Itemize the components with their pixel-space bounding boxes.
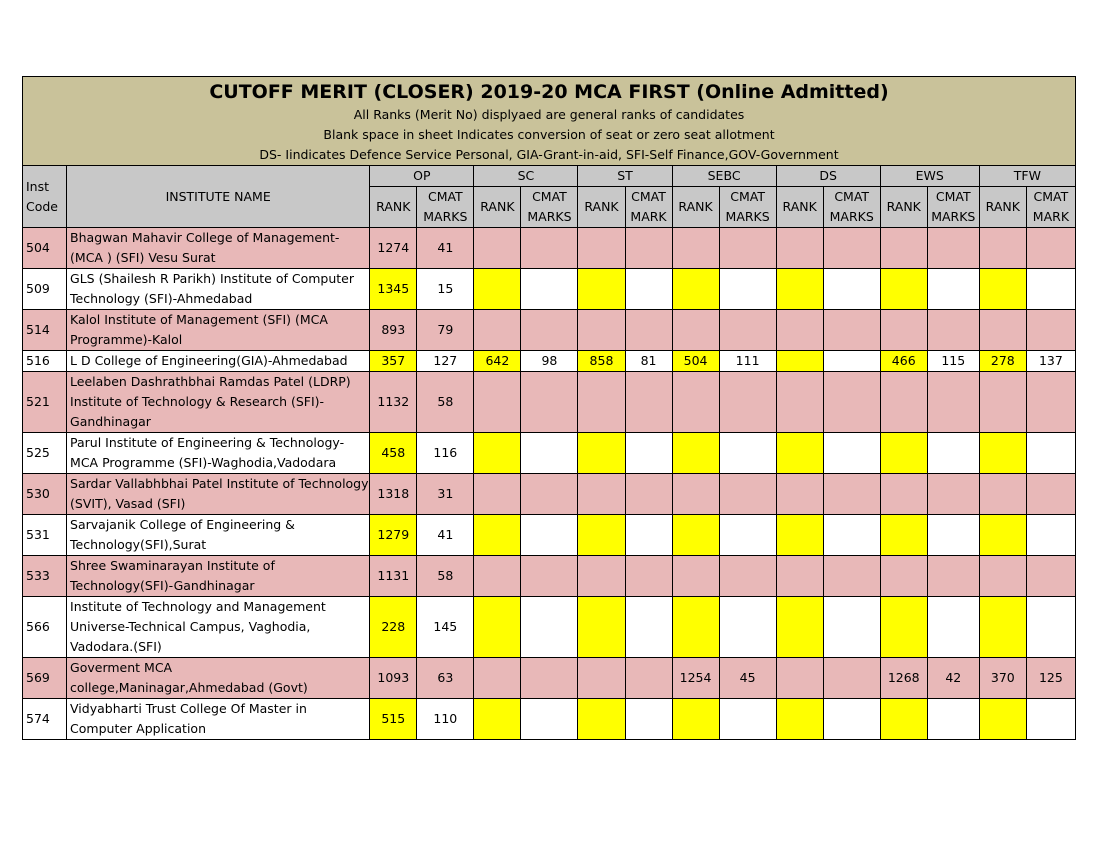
cmat-marks-cell-ds — [823, 433, 880, 474]
rank-cell-sc — [474, 433, 521, 474]
cmat-marks-cell-tfw: 137 — [1026, 351, 1075, 372]
rank-cell-tfw: 278 — [979, 351, 1026, 372]
rank-cell-sebc: 504 — [672, 351, 719, 372]
cmat-marks-cell-sc — [521, 597, 578, 658]
note-ranks: All Ranks (Merit No) displyaed are general ranks of candidates — [353, 107, 745, 122]
header-group-tfw: TFW — [979, 166, 1075, 187]
rank-cell-tfw: 370 — [979, 658, 1026, 699]
rank-cell-sc — [474, 556, 521, 597]
cmat-marks-cell-st — [625, 433, 672, 474]
rank-cell-sc — [474, 658, 521, 699]
rank-cell-sebc: 1254 — [672, 658, 719, 699]
inst-code-cell: 525 — [23, 433, 67, 474]
rank-cell-sebc — [672, 474, 719, 515]
rank-cell-st — [578, 372, 625, 433]
cmat-marks-cell-st — [625, 658, 672, 699]
cmat-marks-cell-ews — [927, 310, 979, 351]
institute-name-cell: Shree Swaminarayan Institute of Technology(SFI)-Gandhinagar — [67, 556, 370, 597]
cmat-marks-cell-tfw: 125 — [1026, 658, 1075, 699]
inst-code-cell: 574 — [23, 699, 67, 740]
table-row — [23, 556, 1076, 597]
rank-cell-sc — [474, 474, 521, 515]
header-cmat-marks-ews: CMAT MARKS — [927, 187, 979, 228]
inst-code-cell: 569 — [23, 658, 67, 699]
rank-cell-st: 858 — [578, 351, 625, 372]
rank-cell-st — [578, 699, 625, 740]
header-institute-name: INSTITUTE NAME — [67, 166, 370, 228]
rank-cell-tfw — [979, 310, 1026, 351]
institute-name-cell: L D College of Engineering(GIA)-Ahmedabad — [67, 351, 370, 372]
inst-code-cell: 533 — [23, 556, 67, 597]
cmat-marks-cell-ds — [823, 269, 880, 310]
table-row — [23, 597, 1076, 658]
cmat-marks-cell-ds — [823, 228, 880, 269]
rank-cell-sebc — [672, 597, 719, 658]
inst-code-cell: 504 — [23, 228, 67, 269]
rank-cell-sc — [474, 372, 521, 433]
cmat-marks-cell-ds — [823, 658, 880, 699]
header-cmat-marks-sc: CMAT MARKS — [521, 187, 578, 228]
institute-name-cell: GLS (Shailesh R Parikh) Institute of Computer Technology (SFI)-Ahmedabad — [67, 269, 370, 310]
rank-cell-op: 1345 — [370, 269, 417, 310]
header-rank-sebc: RANK — [672, 187, 719, 228]
table-row — [23, 351, 1076, 372]
cmat-marks-cell-sc — [521, 556, 578, 597]
cmat-marks-cell-ews — [927, 515, 979, 556]
rank-cell-sebc — [672, 556, 719, 597]
cmat-marks-cell-tfw — [1026, 474, 1075, 515]
table-row — [23, 269, 1076, 310]
rank-cell-ews — [880, 269, 927, 310]
rank-cell-ews — [880, 699, 927, 740]
header-cmat-marks-op: CMAT MARKS — [417, 187, 474, 228]
cmat-marks-cell-ews — [927, 556, 979, 597]
cmat-marks-cell-tfw — [1026, 597, 1075, 658]
cmat-marks-cell-op: 15 — [417, 269, 474, 310]
cmat-marks-cell-tfw — [1026, 372, 1075, 433]
sheet-title: CUTOFF MERIT (CLOSER) 2019-20 MCA FIRST (Online Admitted) — [209, 81, 889, 103]
table-row — [23, 228, 1076, 269]
institute-name-cell: Kalol Institute of Management (SFI) (MCA Programme)-Kalol — [67, 310, 370, 351]
rank-cell-tfw — [979, 699, 1026, 740]
cmat-marks-cell-sebc — [719, 228, 776, 269]
header-rank-tfw: RANK — [979, 187, 1026, 228]
inst-code-cell: 516 — [23, 351, 67, 372]
inst-code-cell: 509 — [23, 269, 67, 310]
header-rank-sc: RANK — [474, 187, 521, 228]
rank-cell-op: 1279 — [370, 515, 417, 556]
rank-cell-ds — [776, 474, 823, 515]
header-cmat-marks-tfw: CMAT MARK — [1026, 187, 1075, 228]
rank-cell-sebc — [672, 515, 719, 556]
rank-cell-op: 1131 — [370, 556, 417, 597]
header-inst-code: Inst Code — [23, 166, 67, 228]
cmat-marks-cell-sebc: 45 — [719, 658, 776, 699]
rank-cell-ews — [880, 228, 927, 269]
cmat-marks-cell-tfw — [1026, 433, 1075, 474]
inst-code-cell: 531 — [23, 515, 67, 556]
cmat-marks-cell-sc — [521, 515, 578, 556]
rank-cell-tfw — [979, 372, 1026, 433]
rank-cell-ews — [880, 556, 927, 597]
table-row — [23, 515, 1076, 556]
institute-name-cell: Goverment MCA college,Maninagar,Ahmedabad (Govt) — [67, 658, 370, 699]
rank-cell-ds — [776, 433, 823, 474]
cmat-marks-cell-st: 81 — [625, 351, 672, 372]
cmat-marks-cell-ds — [823, 597, 880, 658]
rank-cell-st — [578, 228, 625, 269]
institute-name-cell: Institute of Technology and Management Universe-Technical Campus, Vaghodia, Vadodara.(SFI) — [67, 597, 370, 658]
header-group-st: ST — [578, 166, 672, 187]
rank-cell-sc — [474, 228, 521, 269]
cmat-marks-cell-sebc — [719, 597, 776, 658]
note-abbreviations: DS- Iindicates Defence Service Personal, GIA-Grant-in-aid, SFI-Self Finance,GOV-Government — [259, 147, 839, 162]
rank-cell-tfw — [979, 515, 1026, 556]
inst-code-cell: 530 — [23, 474, 67, 515]
cmat-marks-cell-ews: 115 — [927, 351, 979, 372]
cmat-marks-cell-ews — [927, 372, 979, 433]
rank-cell-st — [578, 658, 625, 699]
rank-cell-st — [578, 269, 625, 310]
cmat-marks-cell-ds — [823, 310, 880, 351]
rank-cell-sc — [474, 597, 521, 658]
cmat-marks-cell-sc — [521, 658, 578, 699]
rank-cell-ews: 466 — [880, 351, 927, 372]
cmat-marks-cell-op: 145 — [417, 597, 474, 658]
cmat-marks-cell-sebc — [719, 269, 776, 310]
rank-cell-op: 1318 — [370, 474, 417, 515]
table-row — [23, 310, 1076, 351]
rank-cell-sebc — [672, 372, 719, 433]
rank-cell-ews — [880, 372, 927, 433]
cmat-marks-cell-st — [625, 699, 672, 740]
rank-cell-tfw — [979, 228, 1026, 269]
rank-cell-st — [578, 433, 625, 474]
table-row — [23, 699, 1076, 740]
inst-code-cell: 521 — [23, 372, 67, 433]
cmat-marks-cell-sc — [521, 310, 578, 351]
header-cmat-marks-ds: CMAT MARKS — [823, 187, 880, 228]
rank-cell-ds — [776, 372, 823, 433]
header-group-op: OP — [370, 166, 474, 187]
rank-cell-ews — [880, 474, 927, 515]
cmat-marks-cell-tfw — [1026, 699, 1075, 740]
rank-cell-st — [578, 556, 625, 597]
rank-cell-op: 228 — [370, 597, 417, 658]
cmat-marks-cell-sc — [521, 433, 578, 474]
header-rank-st: RANK — [578, 187, 625, 228]
rank-cell-ds — [776, 597, 823, 658]
header-group-ds: DS — [776, 166, 880, 187]
header-rank-ds: RANK — [776, 187, 823, 228]
cmat-marks-cell-tfw — [1026, 515, 1075, 556]
rank-cell-sebc — [672, 310, 719, 351]
header-rank-ews: RANK — [880, 187, 927, 228]
cmat-marks-cell-op: 110 — [417, 699, 474, 740]
header-group-sebc: SEBC — [672, 166, 776, 187]
rank-cell-sebc — [672, 699, 719, 740]
cmat-marks-cell-sebc — [719, 310, 776, 351]
rank-cell-st — [578, 310, 625, 351]
cmat-marks-cell-ews — [927, 474, 979, 515]
institute-name-cell: Sarvajanik College of Engineering & Technology(SFI),Surat — [67, 515, 370, 556]
cmat-marks-cell-ds — [823, 699, 880, 740]
cmat-marks-cell-ds — [823, 351, 880, 372]
header-group-ews: EWS — [880, 166, 979, 187]
cmat-marks-cell-sebc — [719, 515, 776, 556]
rank-cell-ds — [776, 699, 823, 740]
table-row — [23, 658, 1076, 699]
rank-cell-ews — [880, 433, 927, 474]
cmat-marks-cell-st — [625, 556, 672, 597]
rank-cell-sebc — [672, 433, 719, 474]
note-blank-space: Blank space in sheet Indicates conversion of seat or zero seat allotment — [323, 127, 775, 142]
cmat-marks-cell-ds — [823, 474, 880, 515]
header-group-sc: SC — [474, 166, 578, 187]
rank-cell-ds — [776, 269, 823, 310]
rank-cell-op: 1274 — [370, 228, 417, 269]
cmat-marks-cell-op: 58 — [417, 556, 474, 597]
rank-cell-ds — [776, 310, 823, 351]
rank-cell-sc — [474, 515, 521, 556]
rank-cell-ds — [776, 228, 823, 269]
institute-name-cell: Leelaben Dashrathbhai Ramdas Patel (LDRP) Institute of Technology & Research (SFI)-Gandhinagar — [67, 372, 370, 433]
cmat-marks-cell-sebc — [719, 699, 776, 740]
cmat-marks-cell-ews — [927, 699, 979, 740]
institute-name-cell: Parul Institute of Engineering & Technology-MCA Programme (SFI)-Waghodia,Vadodara — [67, 433, 370, 474]
cmat-marks-cell-ews: 42 — [927, 658, 979, 699]
cmat-marks-cell-sc — [521, 474, 578, 515]
cmat-marks-cell-sebc — [719, 372, 776, 433]
cmat-marks-cell-op: 41 — [417, 228, 474, 269]
cmat-marks-cell-sebc — [719, 556, 776, 597]
cmat-marks-cell-sebc — [719, 474, 776, 515]
cmat-marks-cell-ews — [927, 433, 979, 474]
rank-cell-ds — [776, 351, 823, 372]
cmat-marks-cell-op: 41 — [417, 515, 474, 556]
rank-cell-op: 1093 — [370, 658, 417, 699]
rank-cell-st — [578, 515, 625, 556]
table-row — [23, 372, 1076, 433]
sheet-banner — [22, 76, 1076, 165]
rank-cell-sc — [474, 699, 521, 740]
rank-cell-tfw — [979, 556, 1026, 597]
rank-cell-ews — [880, 515, 927, 556]
rank-cell-op: 515 — [370, 699, 417, 740]
cmat-marks-cell-st — [625, 515, 672, 556]
inst-code-cell: 566 — [23, 597, 67, 658]
cmat-marks-cell-op: 127 — [417, 351, 474, 372]
cutoff-sheet — [22, 76, 1076, 740]
institute-name-cell: Vidyabharti Trust College Of Master in Computer Application — [67, 699, 370, 740]
cmat-marks-cell-sc — [521, 699, 578, 740]
table-row — [23, 433, 1076, 474]
cmat-marks-cell-op: 79 — [417, 310, 474, 351]
rank-cell-sc — [474, 310, 521, 351]
cmat-marks-cell-st — [625, 310, 672, 351]
rank-cell-ds — [776, 556, 823, 597]
cmat-marks-cell-op: 31 — [417, 474, 474, 515]
cmat-marks-cell-sc — [521, 228, 578, 269]
rank-cell-tfw — [979, 597, 1026, 658]
rank-cell-sc: 642 — [474, 351, 521, 372]
cmat-marks-cell-sc — [521, 372, 578, 433]
cmat-marks-cell-st — [625, 372, 672, 433]
table-row — [23, 474, 1076, 515]
rank-cell-ds — [776, 658, 823, 699]
rank-cell-ews — [880, 597, 927, 658]
cmat-marks-cell-st — [625, 597, 672, 658]
rank-cell-ds — [776, 515, 823, 556]
rank-cell-op: 893 — [370, 310, 417, 351]
rank-cell-sebc — [672, 269, 719, 310]
cmat-marks-cell-op: 63 — [417, 658, 474, 699]
cmat-marks-cell-ds — [823, 556, 880, 597]
cmat-marks-cell-tfw — [1026, 228, 1075, 269]
rank-cell-tfw — [979, 474, 1026, 515]
inst-code-cell: 514 — [23, 310, 67, 351]
cmat-marks-cell-ds — [823, 372, 880, 433]
rank-cell-tfw — [979, 269, 1026, 310]
cmat-marks-cell-ews — [927, 269, 979, 310]
cmat-marks-cell-tfw — [1026, 310, 1075, 351]
rank-cell-sc — [474, 269, 521, 310]
rank-cell-op: 357 — [370, 351, 417, 372]
cmat-marks-cell-ews — [927, 228, 979, 269]
rank-cell-st — [578, 474, 625, 515]
cmat-marks-cell-tfw — [1026, 556, 1075, 597]
cmat-marks-cell-op: 58 — [417, 372, 474, 433]
rank-cell-st — [578, 597, 625, 658]
cmat-marks-cell-op: 116 — [417, 433, 474, 474]
rank-cell-sebc — [672, 228, 719, 269]
cmat-marks-cell-sc — [521, 269, 578, 310]
cmat-marks-cell-ds — [823, 515, 880, 556]
rank-cell-ews — [880, 310, 927, 351]
rank-cell-op: 458 — [370, 433, 417, 474]
cmat-marks-cell-st — [625, 269, 672, 310]
cmat-marks-cell-st — [625, 474, 672, 515]
rank-cell-tfw — [979, 433, 1026, 474]
header-rank-op: RANK — [370, 187, 417, 228]
cmat-marks-cell-ews — [927, 597, 979, 658]
cutoff-table — [22, 165, 1076, 740]
rank-cell-op: 1132 — [370, 372, 417, 433]
cmat-marks-cell-tfw — [1026, 269, 1075, 310]
cmat-marks-cell-sebc — [719, 433, 776, 474]
institute-name-cell: Sardar Vallabhbhai Patel Institute of Technology (SVIT), Vasad (SFI) — [67, 474, 370, 515]
cmat-marks-cell-sebc: 111 — [719, 351, 776, 372]
header-cmat-marks-sebc: CMAT MARKS — [719, 187, 776, 228]
rank-cell-ews: 1268 — [880, 658, 927, 699]
header-cmat-marks-st: CMAT MARK — [625, 187, 672, 228]
cmat-marks-cell-st — [625, 228, 672, 269]
cmat-marks-cell-sc: 98 — [521, 351, 578, 372]
institute-name-cell: Bhagwan Mahavir College of Management-(MCA ) (SFI) Vesu Surat — [67, 228, 370, 269]
